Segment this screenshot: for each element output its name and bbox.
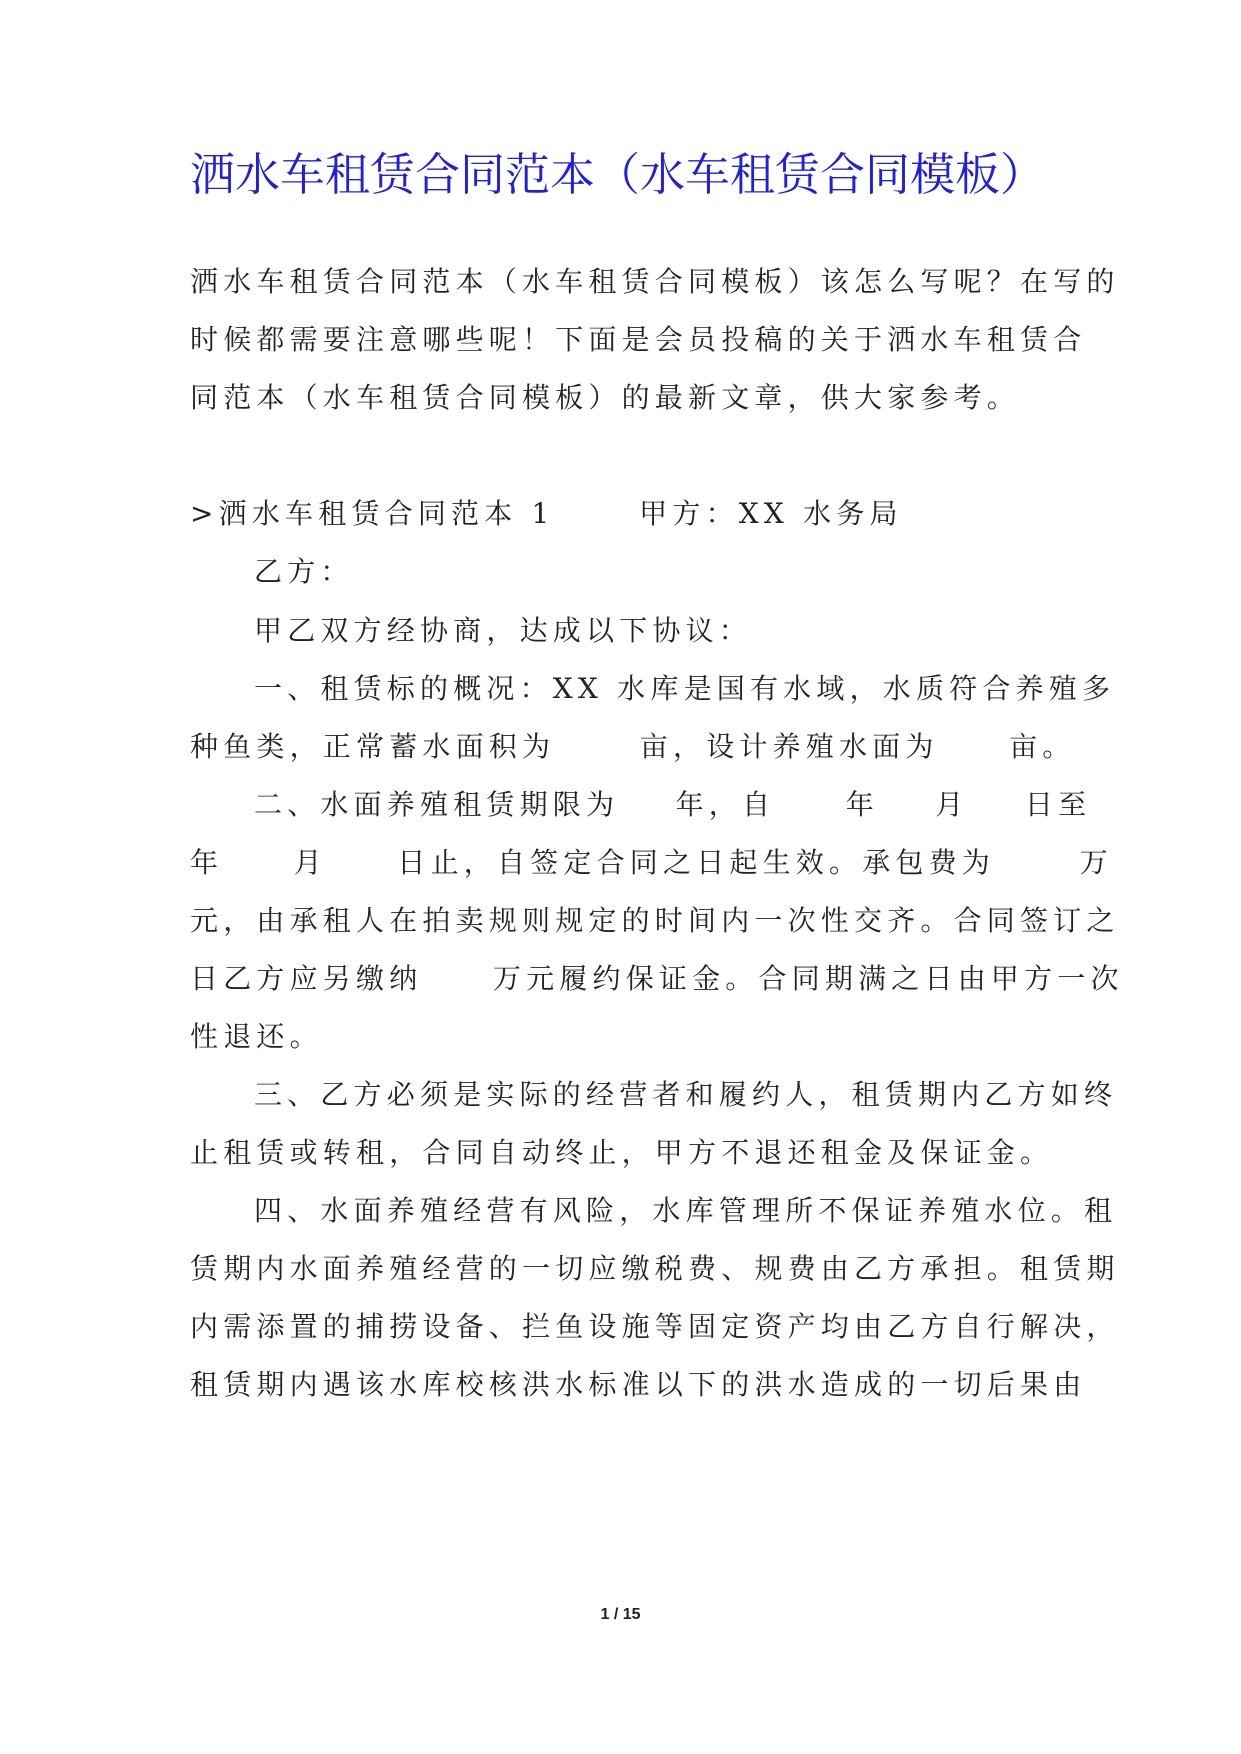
page-indicator: 1 / 15 [600,1606,641,1623]
intro-line-2: 时候都需要注意哪些呢！下面是会员投稿的关于洒水车租赁合 [190,323,1087,356]
agreement-line: 甲乙双方经协商，达成以下协议： [254,614,753,647]
clause-1-line-2: 种鱼类，正常蓄水面积为 亩，设计养殖水面为 亩。 [190,730,1076,763]
intro-line-1: 洒水车租赁合同范本（水车租赁合同模板）该怎么写呢？在写的 [190,265,1120,298]
clause-2-line-3: 元，由承租人在拍卖规则规定的时间内一次性交齐。合同签订之 [190,904,1120,937]
clause-4-line-1: 四、水面养殖经营有风险，水库管理所不保证养殖水位。租 [254,1194,1118,1227]
clause-2-line-1: 二、水面养殖租赁期限为 年，自 年 月 日至 [254,788,1092,821]
clause-2-line-2: 年 月 日止，自签定合同之日起生效。承包费为 万 [190,846,1113,879]
party-b-line: 乙方： [254,555,354,588]
clause-2-line-5: 性退还。 [190,1020,323,1053]
clause-4-line-4: 租赁期内遇该水库校核洪水标准以下的洪水造成的一切后果由 [190,1368,1087,1401]
clause-4-line-3: 内需添置的捕捞设备、拦鱼设施等固定资产均由乙方自行解决， [190,1310,1120,1343]
clause-3-line-1: 三、乙方必须是实际的经营者和履约人，租赁期内乙方如终 [254,1078,1118,1111]
contract-heading: >洒水车租赁合同范本 1 甲方：XX 水务局 [190,497,903,530]
intro-line-3: 同范本（水车租赁合同模板）的最新文章，供大家参考。 [190,381,1021,414]
clause-4-line-2: 赁期内水面养殖经营的一切应缴税费、规费由乙方承担。租赁期 [190,1252,1120,1285]
clause-3-line-2: 止租赁或转租，合同自动终止，甲方不退还租金及保证金。 [190,1136,1054,1169]
clause-2-line-4: 日乙方应另缴纳 万元履约保证金。合同期满之日由甲方一次 [190,962,1124,995]
clause-1-line-1: 一、租赁标的概况：XX 水库是国有水域，水质符合养殖多 [254,672,1116,705]
document-title: 洒水车租赁合同范本（水车租赁合同模板） [190,148,1046,201]
